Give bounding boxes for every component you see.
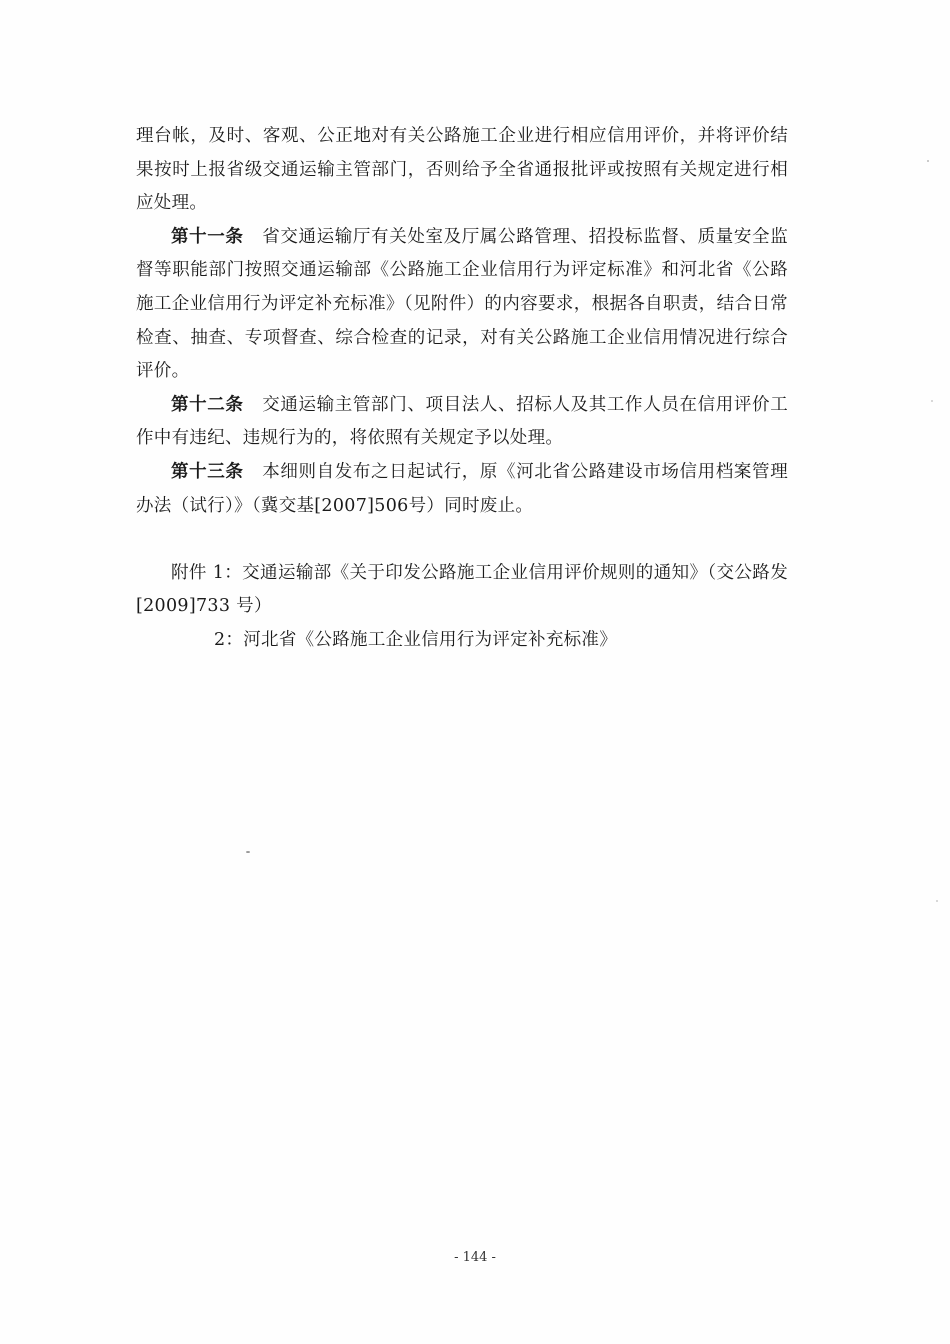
article-12 — [136, 389, 788, 456]
paragraph-text: 理台帐，及时、客观、公正地对有关公路施工企业进行相应信用评价，并将评价结果按时上报省级交通运输主管部门，否则给予全省通报批评或按照有关规定进行相应处理。 — [136, 126, 788, 214]
document-body — [136, 120, 788, 658]
article-text: 本细则自发布之日起试行，原《河北省公路建设市场信用档案管理办法（试行）》（冀交基[2007]506号）同时废止。 — [136, 461, 789, 516]
scan-speck — [927, 160, 929, 162]
attachments-section — [136, 557, 788, 658]
paragraph-continued — [136, 120, 788, 221]
scan-speck — [246, 851, 250, 853]
attachment-item-1: 附件 1：交通运输部《关于印发公路施工企业信用评价规则的通知》（交公路发[2009]733 号） — [136, 562, 788, 617]
scan-speck — [931, 400, 933, 402]
article-heading: 第十一条 — [171, 226, 244, 247]
article-heading: 第十二条 — [171, 394, 244, 415]
page-number: - 144 - — [454, 1250, 496, 1265]
attachment-item-2: 2：河北省《公路施工企业信用行为评定补充标准》 — [214, 629, 618, 650]
article-text: 省交通运输厅有关处室及厅属公路管理、招投标监督、质量安全监督等职能部门按照交通运输部《公路施工企业信用行为评定标准》和河北省《公路施工企业信用行为评定补充标准》（见附件）的内容要求，根据各自职责，结合日常检查、抽查、专项督查、综合检查的记录，对有关公路施工企业信用情况进行综合评价。 — [136, 226, 789, 382]
article-13 — [136, 456, 788, 523]
article-11 — [136, 221, 788, 389]
article-text: 交通运输主管部门、项目法人、招标人及其工作人员在信用评价工作中有违纪、违规行为的，将依照有关规定予以处理。 — [136, 394, 789, 449]
scan-speck — [936, 900, 938, 902]
article-heading: 第十三条 — [171, 461, 244, 482]
